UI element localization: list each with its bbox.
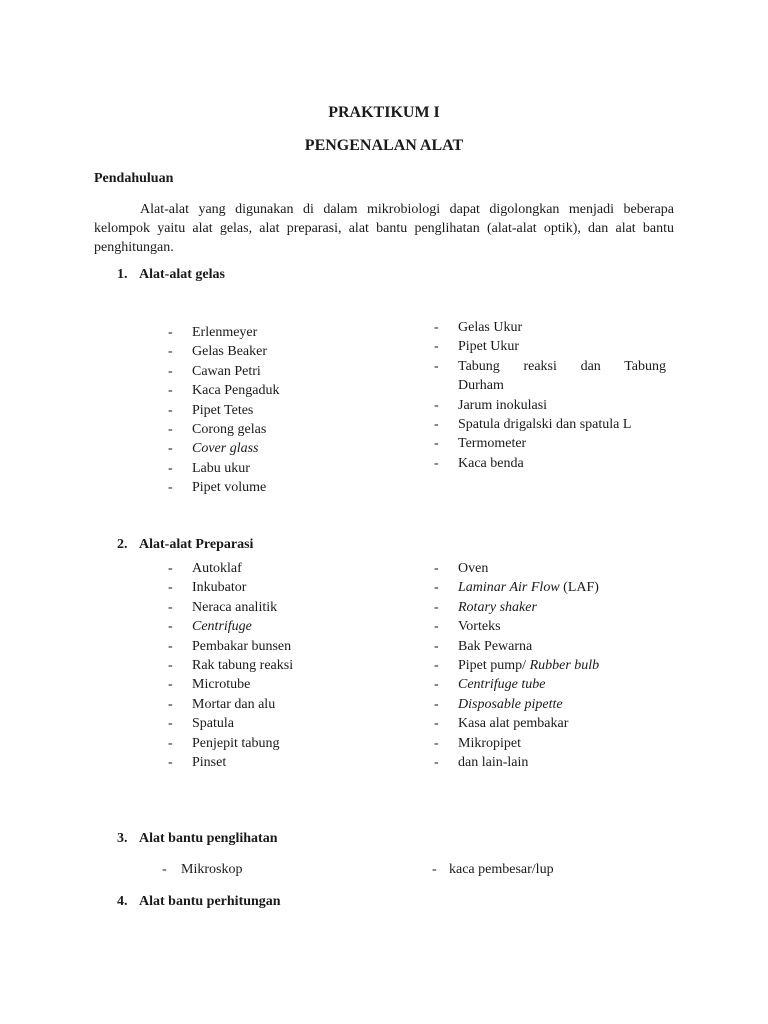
section-2-left-list — [168, 559, 408, 772]
section-1-right-list — [434, 318, 666, 473]
section-4-number: 4. — [117, 894, 128, 909]
section-1-number: 1. — [117, 267, 128, 282]
list-item: - Spatula drigalski dan spatula L — [434, 416, 632, 432]
list-item: - Pipet volume — [168, 480, 267, 496]
section-2-heading: Alat-alat Preparasi — [139, 537, 254, 552]
list-item: - Gelas Beaker — [168, 344, 268, 360]
list-item: - Termometer — [434, 436, 527, 452]
list-item: - Laminar Air Flow (LAF) — [434, 580, 599, 596]
section-1-left-list — [168, 323, 408, 498]
section-1-heading: Alat-alat gelas — [139, 267, 225, 282]
list-item: - Neraca analitik — [168, 599, 278, 615]
list-item: - Spatula — [168, 716, 234, 732]
list-item: - Kaca Pengaduk — [168, 383, 280, 399]
list-item: - Centrifuge — [168, 619, 252, 635]
list-item: - Labu ukur — [168, 460, 250, 476]
section-3-heading: Alat bantu penglihatan — [139, 831, 278, 846]
list-item: Durham — [458, 378, 504, 394]
list-item: - Bak Pewarna — [434, 638, 533, 654]
list-item: - Microtube — [168, 677, 251, 693]
document-title: PRAKTIKUM I — [328, 104, 440, 121]
list-item: - Gelas Ukur — [434, 320, 523, 335]
list-item: - Pembakar bunsen — [168, 638, 292, 654]
section-3-left-dash: - — [162, 862, 167, 877]
list-item: - Cawan Petri — [168, 363, 261, 379]
list-item: - Mikropipet — [434, 735, 521, 751]
list-item: - Erlenmeyer — [168, 325, 258, 340]
list-item: - Pipet pump/ Rubber bulb — [434, 657, 600, 673]
section-2-number: 2. — [117, 537, 128, 552]
list-item: - Oven — [434, 561, 489, 576]
section-4-heading: Alat bantu perhitungan — [139, 894, 281, 909]
document-subtitle: PENGENALAN ALAT — [304, 137, 464, 154]
list-item: - Kaca benda — [434, 455, 524, 471]
list-item: - Vorteks — [434, 619, 501, 635]
list-item: - Inkubator — [168, 580, 247, 596]
list-item: - Tabung reaksi dan Tabung — [434, 358, 666, 374]
list-item: - Pipet Tetes — [168, 402, 254, 418]
list-item: - Autoklaf — [168, 561, 242, 576]
section-2-right-list — [434, 559, 674, 772]
section-3-left-item: Mikroskop — [181, 862, 243, 877]
intro-paragraph — [94, 200, 674, 257]
list-item: - Jarum inokulasi — [434, 397, 548, 413]
section-3-right-dash: - — [432, 862, 437, 877]
section-3-right-item: kaca pembesar/lup — [449, 862, 554, 877]
list-item: - Mortar dan alu — [168, 696, 276, 712]
list-item: - Pipet Ukur — [434, 339, 520, 355]
list-item: - Cover glass — [168, 441, 259, 457]
list-item: - Corong gelas — [168, 421, 267, 437]
list-item: - Disposable pipette — [434, 696, 563, 712]
intro-text: Alat-alat yang digunakan di dalam mikrobiologi dapat digolongkan menjadi beberapa kelompok yaitu alat gelas, alat preparasi, alat bantu penglihatan (alat-alat optik), dan alat bantu penghitungan. — [94, 202, 674, 255]
list-item: - Penjepit tabung — [168, 735, 280, 751]
list-item: - Centrifuge tube — [434, 677, 546, 693]
list-item: - dan lain-lain — [434, 754, 529, 770]
list-item: - Rak tabung reaksi — [168, 657, 294, 673]
list-item: - Kasa alat pembakar — [434, 716, 569, 732]
list-item: - Rotary shaker — [434, 599, 537, 615]
section-3-number: 3. — [117, 831, 128, 846]
list-item: - Pinset — [168, 754, 227, 770]
intro-heading: Pendahuluan — [94, 171, 174, 186]
